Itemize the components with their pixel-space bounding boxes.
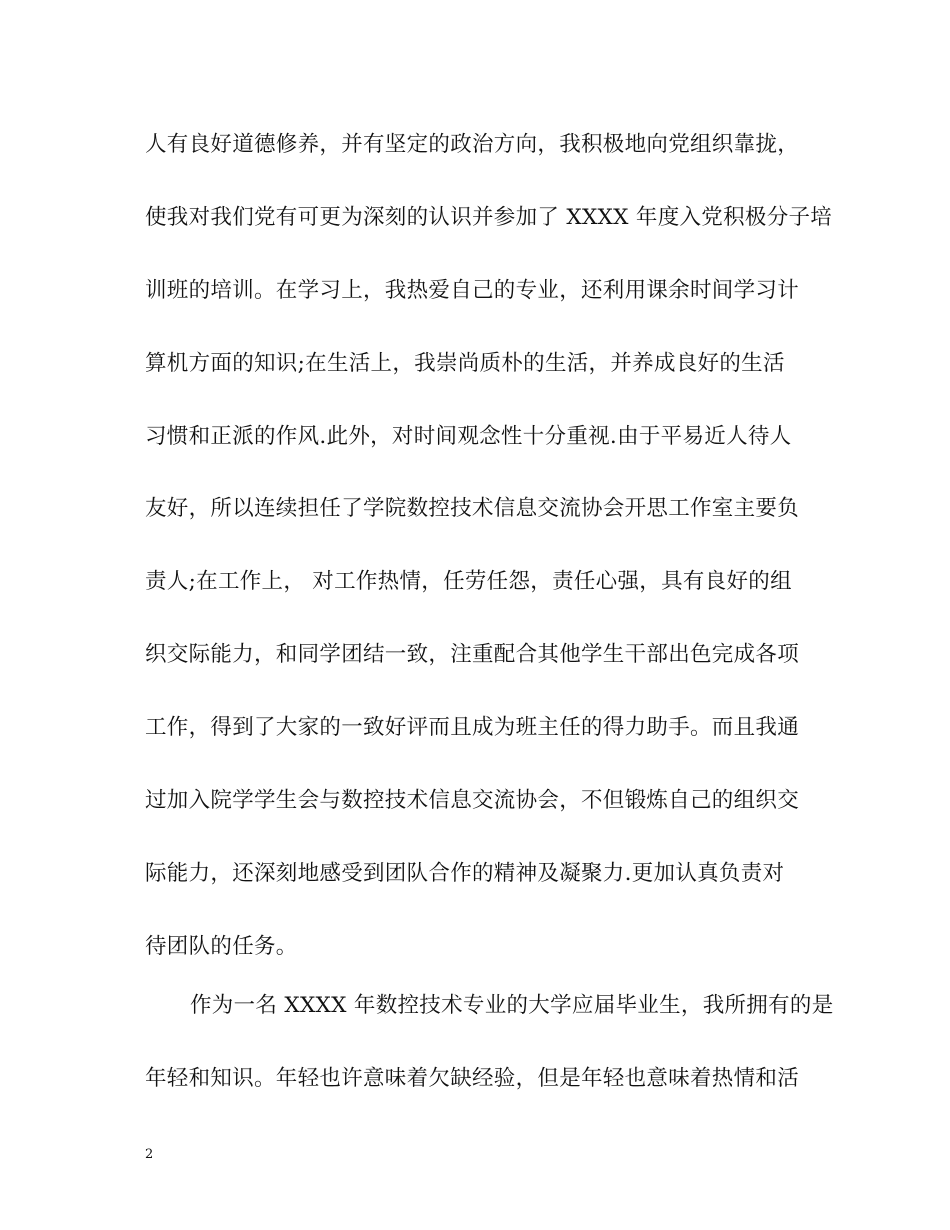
text-line: 训班的培训。在学习上，我热爱自己的专业，还利用课余时间学习计	[145, 278, 800, 303]
page-number: 2	[145, 1147, 154, 1162]
text-line: 算机方面的知识;在生活上，我崇尚质朴的生活，并养成良好的生活	[145, 351, 785, 376]
text-line: 责人;在工作上， 对工作热情，任劳任怨，责任心强，具有良好的组	[145, 569, 792, 594]
text-line: 工作，得到了大家的一致好评而且成为班主任的得力助手。而且我通	[145, 715, 800, 740]
text-line: 年轻和知识。年轻也许意味着欠缺经验，但是年轻也意味着热情和活	[145, 1066, 800, 1091]
text-line: 友好，所以连续担任了学院数控技术信息交流协会开思工作室主要负	[145, 496, 800, 521]
text-line: 使我对我们党有可更为深刻的认识并参加了 XXXX 年度入党积极分子培	[145, 205, 833, 230]
text-line: 人有良好道德修养，并有坚定的政治方向，我积极地向党组织靠拢，	[145, 132, 800, 157]
text-line: 过加入院学学生会与数控技术信息交流协会，不但锻炼自己的组织交	[145, 788, 800, 813]
paragraph-first-line: 作为一名 XXXX 年数控技术专业的大学应届毕业生，我所拥有的是	[190, 993, 834, 1018]
text-line: 织交际能力，和同学团结一致，注重配合其他学生干部出色完成各项	[145, 642, 800, 667]
text-line: 际能力，还深刻地感受到团队合作的精神及凝聚力.更加认真负责对	[145, 861, 785, 886]
text-line: 习惯和正派的作风.此外，对时间观念性十分重视.由于平易近人待人	[145, 424, 792, 449]
text-line: 待团队的任务。	[145, 934, 298, 959]
